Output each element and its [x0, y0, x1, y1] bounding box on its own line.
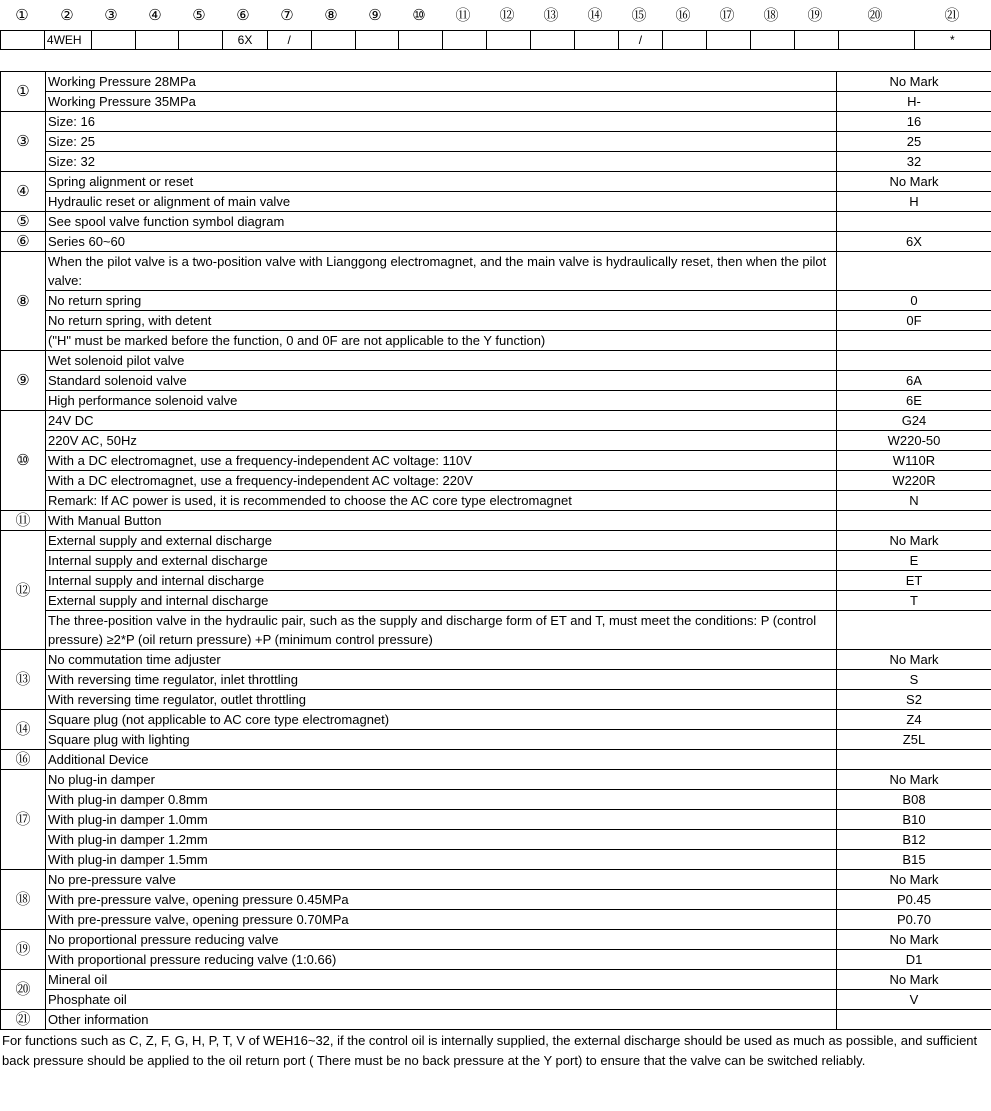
group-number: ⑩ [1, 411, 46, 511]
position-number: ⑳ [867, 7, 883, 24]
option-code: No Mark [837, 930, 991, 950]
group-number: ① [1, 72, 46, 112]
group-number: ⑭ [1, 710, 46, 750]
option-description: With a DC electromagnet, use a frequency-independent AC voltage: 110V [46, 451, 837, 471]
option-row [1, 212, 991, 232]
option-code: W220-50 [837, 431, 991, 451]
option-code: G24 [837, 411, 991, 431]
option-code: B12 [837, 830, 991, 850]
code-box [794, 31, 838, 50]
position-number: ② [60, 7, 74, 24]
code-box [311, 31, 355, 50]
footnote: For functions such as C, Z, F, G, H, P, T, V of WEH16~32, if the control oil is internally supplied, the external discharge should be used as much as possible, and sufficient back pressure should be applied to the oil return port ( There must be no back pressure at the Y port) to ensure that the valve can be switched reliably. [2, 1033, 978, 1068]
option-row [1, 810, 991, 830]
option-code: 0 [837, 291, 991, 311]
code-box [443, 31, 487, 50]
option-row [1, 990, 991, 1010]
option-row [1, 371, 991, 391]
option-description: With plug-in damper 1.0mm [46, 810, 837, 830]
option-description: No proportional pressure reducing valve [46, 930, 837, 950]
code-box [135, 31, 179, 50]
option-row [1, 970, 991, 990]
option-description: With reversing time regulator, inlet throttling [46, 670, 837, 690]
option-row [1, 132, 991, 152]
option-code [837, 750, 991, 770]
option-description: Internal supply and internal discharge [46, 571, 837, 591]
option-description: With pre-pressure valve, opening pressure 0.45MPa [46, 890, 837, 910]
option-description: When the pilot valve is a two-position valve with Lianggong electromagnet, and the main valve is hydraulically reset, then when the pilot valve: [46, 252, 837, 291]
option-description: 220V AC, 50Hz [46, 431, 837, 451]
option-row [1, 232, 991, 252]
position-number: ㉑ [944, 7, 960, 24]
option-description: No return spring, with detent [46, 311, 837, 331]
group-number: ⑲ [1, 930, 46, 970]
option-description: Square plug (not applicable to AC core type electromagnet) [46, 710, 837, 730]
option-description: Additional Device [46, 750, 837, 770]
option-row [1, 291, 991, 311]
option-description: With plug-in damper 1.2mm [46, 830, 837, 850]
position-number: ⑧ [324, 7, 338, 24]
position-number: ⑦ [280, 7, 294, 24]
order-code-boxes [0, 30, 991, 50]
option-row [1, 411, 991, 431]
position-number: ④ [148, 7, 162, 24]
option-description: Working Pressure 28MPa [46, 72, 837, 92]
group-number: ⑬ [1, 650, 46, 710]
option-description: See spool valve function symbol diagram [46, 212, 837, 232]
option-row [1, 391, 991, 411]
option-description: With plug-in damper 1.5mm [46, 850, 837, 870]
code-box [750, 31, 794, 50]
option-row [1, 331, 991, 351]
option-row [1, 451, 991, 471]
position-number: ⑱ [763, 7, 779, 24]
code-box [575, 31, 619, 50]
option-description: Standard solenoid valve [46, 371, 837, 391]
option-row [1, 770, 991, 790]
group-number: ③ [1, 112, 46, 172]
option-row [1, 870, 991, 890]
option-row [1, 850, 991, 870]
option-code: V [837, 990, 991, 1010]
option-row [1, 690, 991, 710]
position-number: ⑩ [412, 7, 426, 24]
option-code: H [837, 192, 991, 212]
option-row [1, 431, 991, 451]
option-code: N [837, 491, 991, 511]
option-description: ("H" must be marked before the function, 0 and 0F are not applicable to the Y function) [46, 331, 837, 351]
option-description: Size: 25 [46, 132, 837, 152]
option-code: P0.70 [837, 910, 991, 930]
code-box [662, 31, 706, 50]
option-code: B15 [837, 850, 991, 870]
position-number: ⑪ [455, 7, 471, 24]
option-row [1, 72, 991, 92]
option-description: The three-position valve in the hydraulic pair, such as the supply and discharge form of ET and T, must meet the conditions: P (control pressure) ≥2*P (oil return pressure) +P (minimum control pressure) [46, 611, 837, 650]
option-row [1, 750, 991, 770]
option-code: Z5L [837, 730, 991, 750]
option-row [1, 152, 991, 172]
option-description: No commutation time adjuster [46, 650, 837, 670]
option-description: High performance solenoid valve [46, 391, 837, 411]
option-description: Other information [46, 1010, 837, 1030]
position-number: ① [15, 7, 29, 24]
option-row [1, 491, 991, 511]
position-number: ⑮ [631, 7, 647, 24]
option-code: S2 [837, 690, 991, 710]
option-row [1, 591, 991, 611]
option-description: Square plug with lighting [46, 730, 837, 750]
option-description: Working Pressure 35MPa [46, 92, 837, 112]
option-description: Wet solenoid pilot valve [46, 351, 837, 371]
option-code [837, 252, 991, 291]
option-row [1, 650, 991, 670]
option-row [1, 172, 991, 192]
option-code [837, 611, 991, 650]
option-code [837, 1010, 991, 1030]
option-description: Mineral oil [46, 970, 837, 990]
option-code: E [837, 551, 991, 571]
code-box [487, 31, 531, 50]
option-code: P0.45 [837, 890, 991, 910]
option-code: 6E [837, 391, 991, 411]
option-row [1, 571, 991, 591]
option-code: 6X [837, 232, 991, 252]
option-row [1, 551, 991, 571]
option-row [1, 910, 991, 930]
code-box: / [267, 31, 311, 50]
position-number: ③ [104, 7, 118, 24]
option-row [1, 1010, 991, 1030]
options-table [0, 71, 991, 1030]
option-code: 25 [837, 132, 991, 152]
group-number: ⑯ [1, 750, 46, 770]
option-code: 0F [837, 311, 991, 331]
group-number: ⑨ [1, 351, 46, 411]
option-description: With pre-pressure valve, opening pressure 0.70MPa [46, 910, 837, 930]
code-box: 4WEH [44, 31, 91, 50]
option-description: With plug-in damper 0.8mm [46, 790, 837, 810]
option-code: 32 [837, 152, 991, 172]
code-box: * [914, 31, 990, 50]
option-code: B10 [837, 810, 991, 830]
code-box: 6X [223, 31, 267, 50]
position-number: ⑨ [368, 7, 382, 24]
option-description: 24V DC [46, 411, 837, 431]
option-code: No Mark [837, 72, 991, 92]
group-number: ㉑ [1, 1010, 46, 1030]
option-code: No Mark [837, 531, 991, 551]
code-box [91, 31, 135, 50]
option-row [1, 531, 991, 551]
option-description: External supply and internal discharge [46, 591, 837, 611]
position-number: ⑯ [675, 7, 691, 24]
position-number: ⑭ [587, 7, 603, 24]
option-row [1, 311, 991, 331]
group-number: ⑳ [1, 970, 46, 1010]
option-row [1, 790, 991, 810]
option-row [1, 930, 991, 950]
option-description: No return spring [46, 291, 837, 311]
option-row [1, 511, 991, 531]
position-number: ⑰ [719, 7, 735, 24]
option-code: Z4 [837, 710, 991, 730]
option-row [1, 252, 991, 291]
option-description: Series 60~60 [46, 232, 837, 252]
option-description: With a DC electromagnet, use a frequency-independent AC voltage: 220V [46, 471, 837, 491]
group-number: ⑱ [1, 870, 46, 930]
option-row [1, 471, 991, 491]
code-box [531, 31, 575, 50]
option-description: Internal supply and external discharge [46, 551, 837, 571]
option-description: Remark: If AC power is used, it is recommended to choose the AC core type electromagnet [46, 491, 837, 511]
option-code: No Mark [837, 870, 991, 890]
option-description: Size: 16 [46, 112, 837, 132]
position-number: ⑬ [543, 7, 559, 24]
option-row [1, 830, 991, 850]
option-row [1, 730, 991, 750]
option-row [1, 351, 991, 371]
option-row [1, 670, 991, 690]
position-number: ⑫ [499, 7, 515, 24]
code-box [838, 31, 914, 50]
option-row [1, 890, 991, 910]
option-row [1, 710, 991, 730]
option-code: S [837, 670, 991, 690]
option-code: D1 [837, 950, 991, 970]
option-description: Hydraulic reset or alignment of main valve [46, 192, 837, 212]
group-number: ④ [1, 172, 46, 212]
group-number: ⑥ [1, 232, 46, 252]
option-code: W220R [837, 471, 991, 491]
option-row [1, 92, 991, 112]
group-number: ⑧ [1, 252, 46, 351]
option-code: 6A [837, 371, 991, 391]
option-code [837, 351, 991, 371]
option-description: With reversing time regulator, outlet throttling [46, 690, 837, 710]
code-box [706, 31, 750, 50]
option-description: Spring alignment or reset [46, 172, 837, 192]
code-box [179, 31, 223, 50]
option-row [1, 112, 991, 132]
option-code [837, 511, 991, 531]
option-description: Phosphate oil [46, 990, 837, 1010]
option-code: B08 [837, 790, 991, 810]
position-number: ⑥ [236, 7, 250, 24]
option-row [1, 611, 991, 650]
option-row [1, 192, 991, 212]
option-description: No plug-in damper [46, 770, 837, 790]
position-number: ⑲ [807, 7, 823, 24]
code-box [399, 31, 443, 50]
option-row [1, 950, 991, 970]
group-number: ⑫ [1, 531, 46, 650]
option-code [837, 212, 991, 232]
option-description: Size: 32 [46, 152, 837, 172]
group-number: ⑰ [1, 770, 46, 870]
position-number: ⑤ [192, 7, 206, 24]
option-code: No Mark [837, 770, 991, 790]
code-box: / [618, 31, 662, 50]
option-description: With Manual Button [46, 511, 837, 531]
option-code: H- [837, 92, 991, 112]
option-code: ET [837, 571, 991, 591]
option-description: With proportional pressure reducing valve (1:0.66) [46, 950, 837, 970]
code-box [1, 31, 45, 50]
option-code: T [837, 591, 991, 611]
option-code [837, 331, 991, 351]
option-description: No pre-pressure valve [46, 870, 837, 890]
option-code: 16 [837, 112, 991, 132]
option-code: No Mark [837, 970, 991, 990]
option-code: No Mark [837, 172, 991, 192]
code-position-numbers [0, 4, 991, 28]
option-description: External supply and external discharge [46, 531, 837, 551]
group-number: ⑤ [1, 212, 46, 232]
group-number: ⑪ [1, 511, 46, 531]
option-code: No Mark [837, 650, 991, 670]
option-code: W110R [837, 451, 991, 471]
code-box [355, 31, 399, 50]
